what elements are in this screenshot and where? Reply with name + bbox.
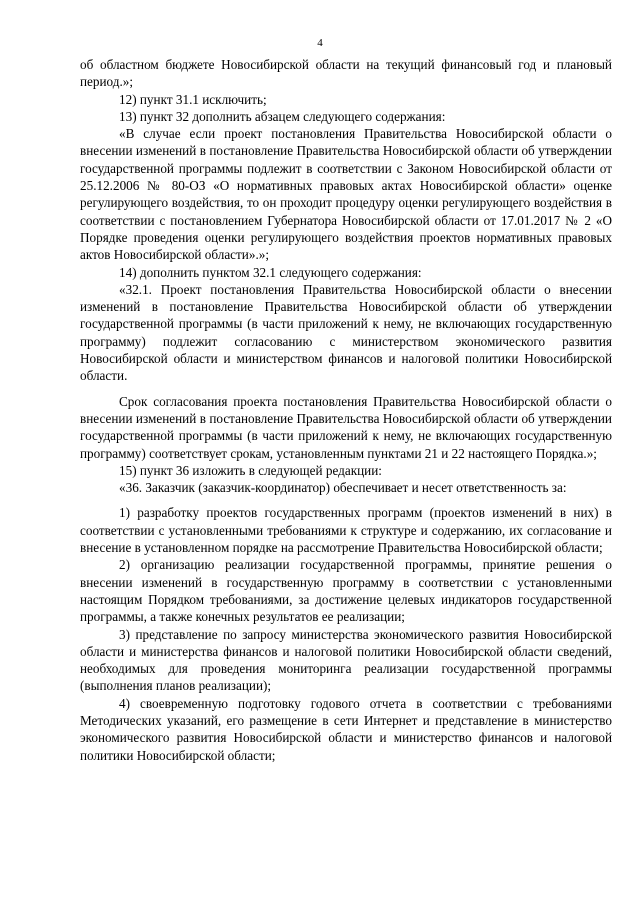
page-number: 4 [317, 37, 323, 49]
paragraph: «32.1. Проект постановления Правительства Новосибирской области о внесении изменений в постановление Правительства Новосибирской области об утверждении государственной программы (в части приложений к нему, не включающих государственную программу) подлежит согласованию с министерством экономического развития Новосибирской области и министерством финансов и налоговой политики Новосибирской области. [80, 281, 612, 384]
paragraph: 13) пункт 32 дополнить абзацем следующего содержания: [119, 108, 446, 124]
paragraph: 12) пункт 31.1 исключить; [119, 91, 267, 107]
paragraph: 14) дополнить пунктом 32.1 следующего содержания: [119, 264, 422, 280]
paragraph: 15) пункт 36 изложить в следующей редакции: [119, 462, 382, 478]
paragraph: 4) своевременную подготовку годового отчета в соответствии с требованиями Методических указаний, его размещение в сети Интернет и представление в министерство экономического развития Новосибирской области и министерство финансов и налоговой политики Новосибирской области; [80, 695, 612, 763]
paragraph: Срок согласования проекта постановления Правительства Новосибирской области о внесении изменений в постановление Правительства Новосибирской области об утверждении государственной программы (в части приложений к нему, не включающих государственную программу) соответствует срокам, установленным пунктами 21 и 22 настоящего Порядка.»; [80, 393, 612, 461]
paragraph: «В случае если проект постановления Правительства Новосибирской области о внесении изменений в постановление Правительства Новосибирской области об утверждении государственной программы подлежит в соответствии с Законом Новосибирской области от 25.12.2006 № 80-ОЗ «О нормативных правовых актах Новосибирской области» оценке регулирующего воздействия, то он проходит процедуру оценки регулирующего воздействия в соответствии с постановлением Губернатора Новосибирской области от 17.01.2017 № 2 «О Порядке проведения оценки регулирующего воздействия проектов нормативных правовых актов Новосибирской области».»; [80, 126, 612, 263]
document-body [80, 56, 612, 764]
paragraph: 3) представление по запросу министерства экономического развития Новосибирской области и министерства финансов и налоговой политики Новосибирской области сведений, необходимых для проведения мониторинга реализации государственной программы (выполнения планов реализации); [80, 626, 612, 694]
paragraph: 1) разработку проектов государственных программ (проектов изменений в них) в соответствии с установленными требованиями к структуре и содержанию, их согласование и внесение в установленном порядке на рассмотрение Правительства Новосибирской области; [80, 505, 612, 556]
paragraph: «36. Заказчик (заказчик-координатор) обеспечивает и несет ответственность за: [119, 480, 567, 496]
paragraph: 2) организацию реализации государственной программы, принятие решения о внесении изменений в государственную программу в соответствии с установленными настоящим Порядком требованиями, за достижение целевых индикаторов государственной программы, а также конечных результатов ее реализации; [80, 557, 612, 625]
paragraph: об областном бюджете Новосибирской области на текущий финансовый год и плановый период.»; [80, 57, 612, 90]
